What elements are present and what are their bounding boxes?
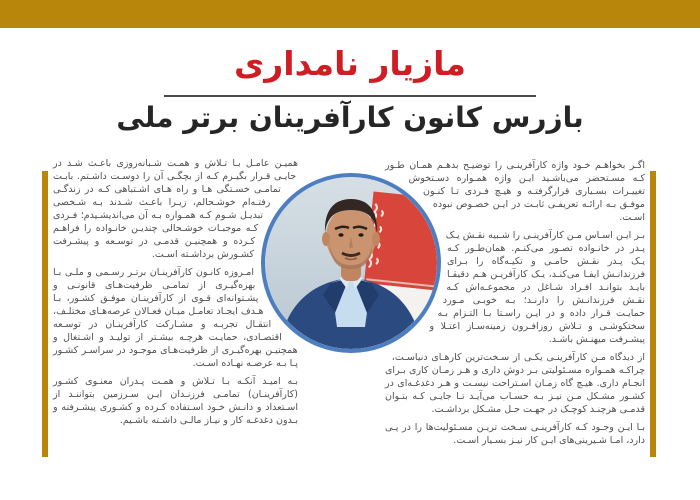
paragraph: بـر ایـن اسـاس مـن کارآفرینـی را شـبیه نقـش یـک پـدر در خانـواده تصـور می‌کنـم. همان‌طـور کـه یـک پـدر نقـش حامـی و تکیـه‌گاه را بـرای فرزندانـش ایفـا می‌کنـد، یـک کارآفریـن هـم دقیقـا بایـد بتوانـد افـراد شـاغل در مجموعـه‌اش کـه نقـش فرزندانـش را دارنـد؛ بـه خوبـی مـورد حمایـت قـرار داده و در ایـن راسـتا بـا التـزام بـه سختکوشـی و تـلاش روزافـرون زمینه‌سـاز اعتـلا و پیشـرفت میهنـش باشـد. bbox=[429, 230, 645, 345]
portrait-photo bbox=[261, 173, 441, 353]
top-gold-band bbox=[0, 0, 700, 28]
left-accent-bar bbox=[42, 171, 48, 457]
article-column-left bbox=[53, 157, 298, 477]
paragraph: بـا ایـن وجـود کـه کارآفرینـی سـخت تریـن مسـئولیت‌ها را در پـی دارد، امـا شـیرینی‌های ایـن کار نیـز بسـیار اسـت. bbox=[385, 422, 645, 446]
paragraph: امـروزه کانـون کارآفرینـان برتـر رسـمی و ملـی بـا بهره‌گیـری از تمامـی ظرفیت‌هـای قانونـی و پشـتوانه‌ای قـوی از کارآفرینـان موفـق کشـور، بـا هـدف ایجـاد تعامـل میـان فعـالان عرصه‌هـای مختلـف، انتقـال تجربـه و مشـارکت کارآفرینـان در توسـعه اقتصـادی، حمایـت هرچـه بیشـتر از تولیـد و اشـتغال و همچنیـن بهره‌گیـری از ظرفیت‌هـای موجـود در سراسـر کشـور پـا بـه عرصـه نهـاده اسـت. bbox=[53, 267, 298, 369]
page-title: مازیار نامداری bbox=[234, 44, 466, 83]
title-divider bbox=[164, 95, 536, 97]
paragraph: از دیدگاه مـن کارآفرینـی یکـی از سـخت‌ترین کارهـای دنیاسـت، چراکـه همـواره مسـئولیتی بـر دوش داری و هـر زمـان کاری بـرای انجـام داری. هیـچ گاه زمـان اسـتراحت نیسـت و هـر دغدغـه‌ای در کشـور مشـکل مـن نیـز بـه حسـاب می‌آیـد تـا جایـی کـه بتـوان قدمـی هرچنـد کوچـک در جهـت حـل مشـکل برداشـت. bbox=[385, 352, 645, 415]
right-accent-bar bbox=[650, 171, 656, 457]
page-subtitle: بازرس کانون کارآفرینان برتر ملی bbox=[116, 101, 584, 134]
article-column-right bbox=[385, 159, 645, 477]
paragraph: همیـن عامـل بـا تـلاش و همـت شـبانه‌روزی باعـث شـد در جایـی قـرار بگیـرم کـه از بچگـی آن را دوسـت داشـتم. بابـت تمامـی خسـتگی هـا و راه هـای اشـتباهی کـه در زندگـی رفتـه‌ام خوشـحالم، زیـرا باعـث شـدند بـه شـخصی تبدیـل شـوم کـه همـواره بـه آن می‌اندیشـیدم؛ فـردی کـه موجبـات خوشـحالی چندیـن خانـواده را فراهـم کـرده و همچنیـن قدمـی در توسـعه و پیشـرفت کشـورش برداشـته اسـت. bbox=[53, 158, 298, 260]
portrait-illustration bbox=[265, 177, 437, 349]
paragraph: اگـر بخواهـم خـود واژه کارآفرینـی را توضیـح بدهـم همـان طـور کـه مسـتحضر می‌باشـید ایـن واژه همـواره دسـتخوش تغییـرات بسـیاری قرارگرفتـه و هیـچ فـردی تـا کنـون موفـق بـه ارائـه تعریفـی ثابـت در ایـن خصـوص نبوده اسـت. bbox=[385, 160, 645, 223]
paragraph: بـه امیـد آنکـه بـا تـلاش و همـت پـدران معنـوی کشـور (کارآفرینـان) تمامـی فرزنـدان ایـن سـرزمین بتواننـد از اسـتعداد و دانـش خـود اسـتفاده کـرده و کشـوری پیشـرفته و بـدون دغدغـه کار و نیـاز مالـی داشـته باشـیم. bbox=[53, 376, 298, 426]
